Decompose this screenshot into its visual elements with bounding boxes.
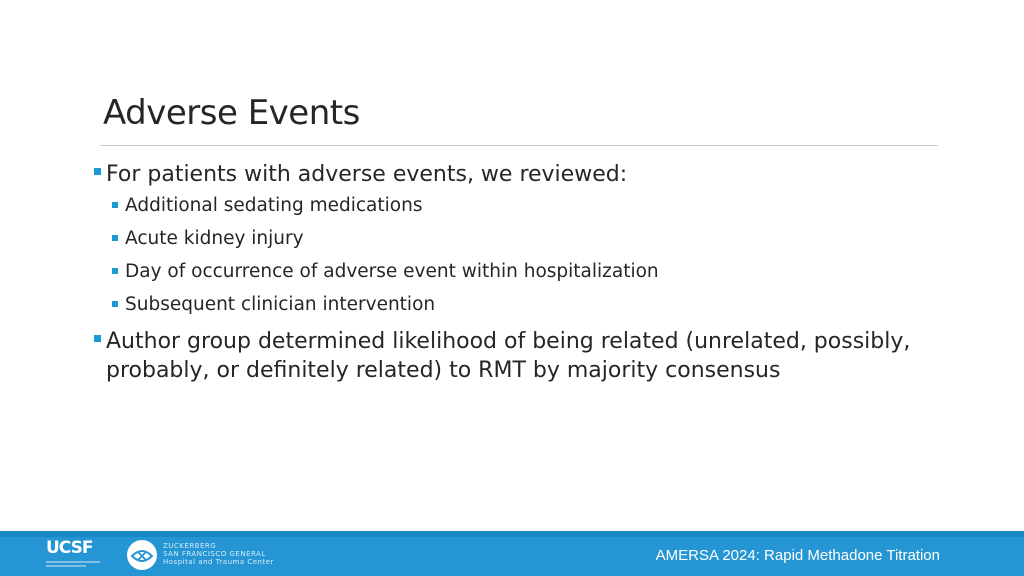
- sub-bullet-item: [92, 189, 952, 222]
- bullet-list: [92, 160, 952, 385]
- zsfg-line-2: SAN FRANCISCO GENERAL: [163, 550, 266, 558]
- square-bullet-icon: [112, 235, 118, 241]
- sub-bullet-text: Day of occurrence of adverse event within hospitalization: [125, 261, 659, 282]
- footer-caption: AMERSA 2024: Rapid Methadone Titration: [655, 547, 940, 564]
- bullet-text: For patients with adverse events, we reviewed:: [106, 162, 628, 187]
- ucsf-logo: UCSF: [46, 538, 93, 558]
- sub-bullet-text: Subsequent clinician intervention: [125, 294, 436, 315]
- zsfg-line-3: Hospital and Trauma Center: [163, 558, 274, 566]
- zsfg-hospital-name: [163, 542, 274, 566]
- sub-bullet-text: Acute kidney injury: [125, 228, 304, 249]
- square-bullet-icon: [112, 268, 118, 274]
- sub-bullet-item: [92, 255, 952, 288]
- bullet-item: [92, 160, 952, 189]
- zsfg-hospital-logo-icon: [126, 539, 158, 571]
- bullet-item: [92, 327, 952, 385]
- zsfg-line-1: ZUCKERBERG: [163, 542, 217, 550]
- square-bullet-icon: [94, 168, 101, 175]
- sub-bullet-item: [92, 288, 952, 321]
- square-bullet-icon: [94, 335, 101, 342]
- sub-bullet-text: Additional sedating medications: [125, 195, 423, 216]
- square-bullet-icon: [112, 202, 118, 208]
- bullet-text-line-1: Author group determined likelihood of being related (unrelated, possibly,: [106, 329, 911, 354]
- slide-title: Adverse Events: [103, 93, 360, 133]
- title-divider: [100, 145, 938, 146]
- square-bullet-icon: [112, 301, 118, 307]
- ucsf-logo-subtext: [46, 560, 102, 570]
- sub-bullet-item: [92, 222, 952, 255]
- bullet-text-line-2: probably, or definitely related) to RMT by majority consensus: [106, 358, 781, 383]
- footer-top-strip: [0, 531, 1024, 537]
